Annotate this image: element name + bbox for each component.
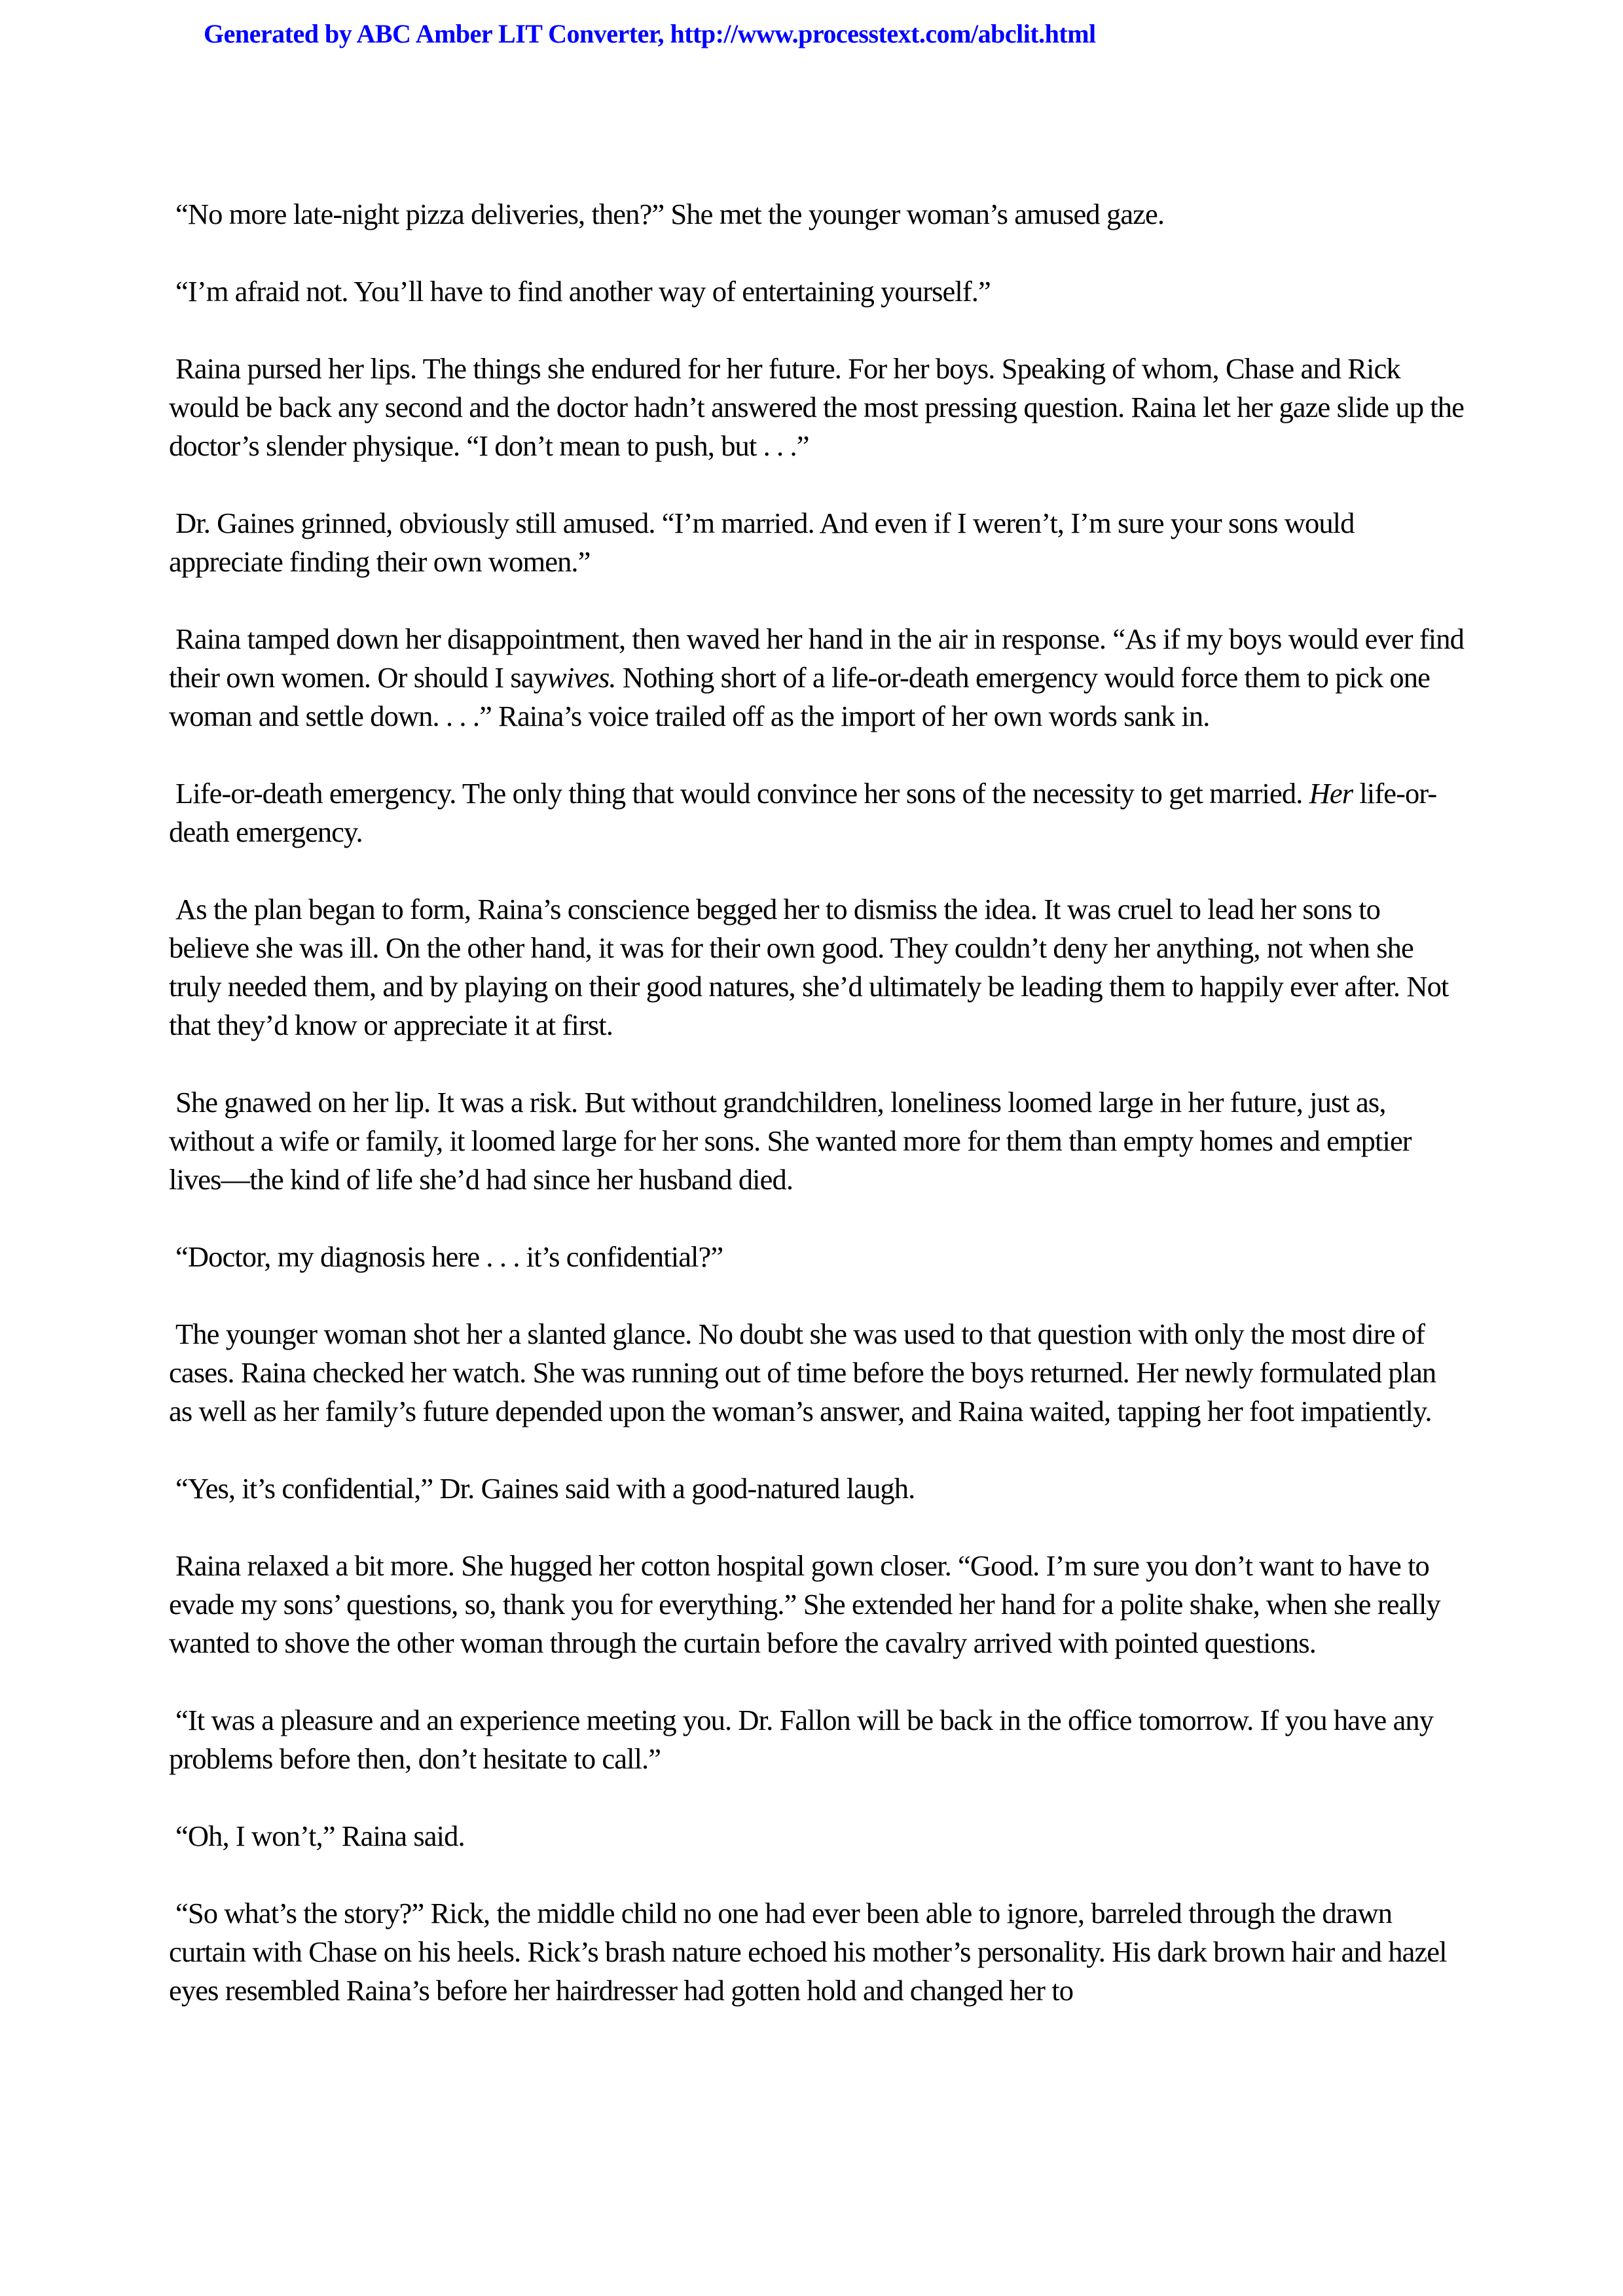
paragraph: As the plan began to form, Raina’s conscience begged her to dismiss the idea. It was cruel to lead her sons to believe she was ill. On the other hand, it was for their own good. They couldn’t deny her anything, not when she truly needed them, and by playing on their good natures, she’d ultimately be leading them to happily ever after. Not that they’d know or appreciate it at first. [169, 893, 1449, 1041]
paragraph [169, 774, 1465, 852]
paragraph: “I’m afraid not. You’ll have to find another way of entertaining yourself.” [175, 275, 991, 308]
italic-emphasis: wives. [547, 661, 616, 694]
paragraph: She gnawed on her lip. It was a risk. But without grandchildren, loneliness loomed large in her future, just as, without a wife or family, it loomed large for her sons. She wanted more for them than empty homes and emptier lives—the kind of life she’d had since her husband died. [169, 1086, 1412, 1196]
paragraph: “It was a pleasure and an experience meeting you. Dr. Fallon will be back in the office tomorrow. If you have any problems before then, don’t hesitate to call.” [169, 1704, 1434, 1775]
paragraph [169, 620, 1465, 736]
paragraph: Raina pursed her lips. The things she endured for her future. For her boys. Speaking of whom, Chase and Rick would be back any second and the doctor hadn’t answered the most pressing question. Raina let her gaze slide up the doctor’s slender physique. “I don’t mean to push, but . . .” [169, 352, 1464, 462]
italic-emphasis: Her [1309, 777, 1353, 810]
paragraph: “So what’s the story?” Rick, the middle child no one had ever been able to ignore, barreled through the drawn curtain with Chase on his heels. Rick’s brash nature echoed his mother’s personality. His dark brown hair and hazel eyes resembled Raina’s before her hairdresser had gotten hold and changed her to [169, 1897, 1447, 2007]
paragraph-text: Nothing short of a life-or-death emergency would force them to pick one woman and settle down. . . .” Raina’s voice trailed off as the import of her own words sank in. [169, 661, 1430, 732]
paragraph: “Yes, it’s confidential,” Dr. Gaines said with a good-natured laugh. [175, 1472, 915, 1505]
converter-header: Generated by ABC Amber LIT Converter, http://www.processtext.com/abclit.html [204, 19, 1096, 48]
paragraph-text: life-or-death emergency. [169, 777, 1437, 848]
paragraph: The younger woman shot her a slanted glance. No doubt she was used to that question with only the most dire of cases. Raina checked her watch. She was running out of time before the boys returned. Her newly formulated plan as well as her family’s future depended upon the woman’s answer, and Raina waited, tapping her foot impatiently. [169, 1318, 1436, 1427]
paragraph: “Doctor, my diagnosis here . . . it’s confidential?” [175, 1240, 723, 1273]
paragraph: Raina relaxed a bit more. She hugged her cotton hospital gown closer. “Good. I’m sure you don’t want to have to evade my sons’ questions, so, thank you for everything.” She extended her hand for a polite shake, when she really wanted to shove the other woman through the curtain before the cavalry arrived with pointed questions. [169, 1549, 1440, 1659]
paragraph: Dr. Gaines grinned, obviously still amused. “I’m married. And even if I weren’t, I’m sure your sons would appreciate finding their own women.” [169, 507, 1355, 578]
paragraph: “Oh, I won’t,” Raina said. [175, 1820, 465, 1852]
document-body [169, 195, 1465, 2010]
paragraph-text: Raina tamped down her disappointment, then waved her hand in the air in response. “As if my boys would ever find their own women. Or should I say [169, 622, 1464, 694]
paragraph: “No more late-night pizza deliveries, then?” She met the younger woman’s amused gaze. [175, 198, 1165, 230]
paragraph-text: Life-or-death emergency. The only thing that would convince her sons of the necessity to get married. [175, 777, 1309, 810]
